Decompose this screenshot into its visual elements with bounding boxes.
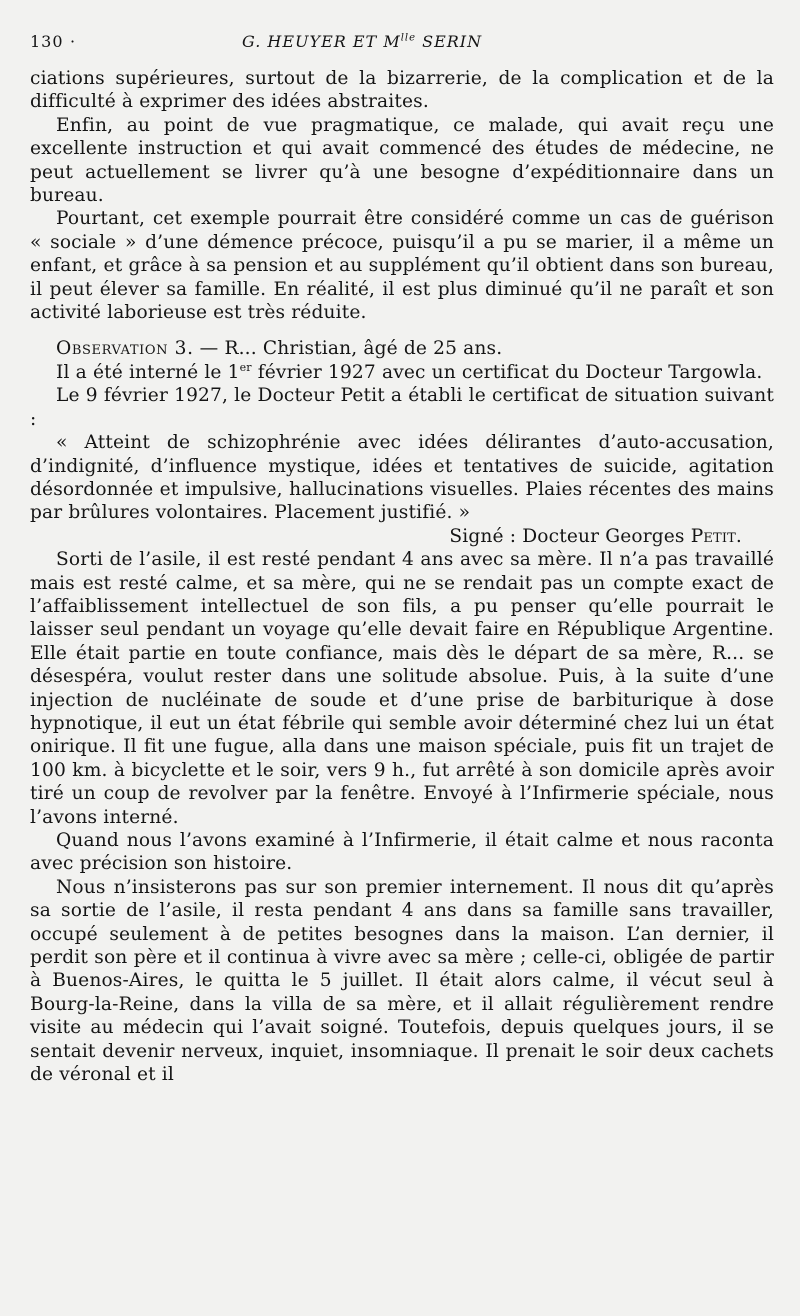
paragraph: Enfin, au point de vue pragmatique, ce malade, qui avait reçu une excellente instruction et qui avait commencé des études de médecine, ne peut actuellement se livrer qu’à une besogne d’expéditionnaire dans un bureau. xyxy=(30,114,774,207)
running-title: G. HEUYER ET $M^{lle}$ SERIN xyxy=(242,32,483,51)
paragraph: Pourtant, cet exemple pourrait être considéré comme un cas de guérison « sociale » d’une démence précoce, puisqu’il a pu se marier, il a même un enfant, et grâce à sa pension et au supplément qu’il obtient dans son bureau, il peut élever sa famille. En réalité, il est plus diminué qu’il ne paraît et son activité laborieuse est très réduite. xyxy=(30,208,774,324)
page-number: 130 xyxy=(30,32,64,51)
body-text xyxy=(30,67,774,1086)
running-header xyxy=(30,32,774,51)
certificate-quote: « Atteint de schizophrénie avec idées délirantes d’auto-accusation, d’indignité, d’influence mystique, idées et tentatives de suicide, agitation désordonnée et impulsive, hallucinations visuelles. Plaies récentes des mains par brûlures volontaires. Placement justifié. » xyxy=(30,432,774,524)
paragraph: Il a été interné le 1er février 1927 avec un certificat du Docteur Targowla. xyxy=(56,360,763,383)
paragraph: Le 9 février 1927, le Docteur Petit a établi le certificat de situation suivant : xyxy=(30,385,774,430)
observation-heading: Observation 3. — R... Christian, âgé de 25 ans. xyxy=(56,338,503,360)
observation-label: Observation 3. xyxy=(56,338,194,360)
paragraph: Quand nous l’avons examiné à l’Infirmerie, il était calme et nous raconta avec précision son histoire. xyxy=(30,830,774,875)
paragraph: ciations supérieures, surtout de la bizarrerie, de la complication et de la difficulté à exprimer des idées abstraites. xyxy=(30,68,774,113)
paragraph: Sorti de l’asile, il est resté pendant 4 ans avec sa mère. Il n’a pas travaillé mais est resté calme, et sa mère, qui ne se rendait pas un compte exact de l’affaiblissement intellectuel de son fils, a pu penser qu’elle pourrait le laisser seul pendant un voyage qu’elle devait faire en République Argentine. Elle était partie en toute confiance, mais dès le départ de sa mère, R... se désespéra, voulut rester dans une solitude absolue. Puis, à la suite d’une injection de nucléinate de soude et d’une prise de barbiturique à dose hypnotique, il eut un état fébrile qui semble avoir déterminé chez lui un état onirique. Il fit une fugue, alla dans une maison spéciale, puis fit un trajet de 100 km. à bicyclette et le soir, vers 9 h., fut arrêté à son domicile après avoir tiré un coup de revolver par la fenêtre. Envoyé à l’Infirmerie spéciale, nous l’avons interné. xyxy=(30,549,774,828)
header-separator: · xyxy=(70,32,77,51)
signature: Signé : Docteur Georges Petit. xyxy=(449,525,742,547)
paragraph: Nous n’insisterons pas sur son premier internement. Il nous dit qu’après sa sortie de l’asile, il resta pendant 4 ans dans sa famille sans travailler, occupé seulement à de petites besognes dans la maison. L’an dernier, il perdit son père et il continua à vivre avec sa mère ; celle-ci, obligée de partir à Buenos-Aires, le quitta le 5 juillet. Il était alors calme, il vécut seul à Bourg-la-Reine, dans la villa de sa mère, et il allait régulièrement rendre visite au médecin qui l’avait soigné. Toutefois, depuis quelques jours, il se sentait devenir nerveux, inquiet, insomniaque. Il prenait le soir deux cachets de véronal et il xyxy=(30,876,774,1086)
